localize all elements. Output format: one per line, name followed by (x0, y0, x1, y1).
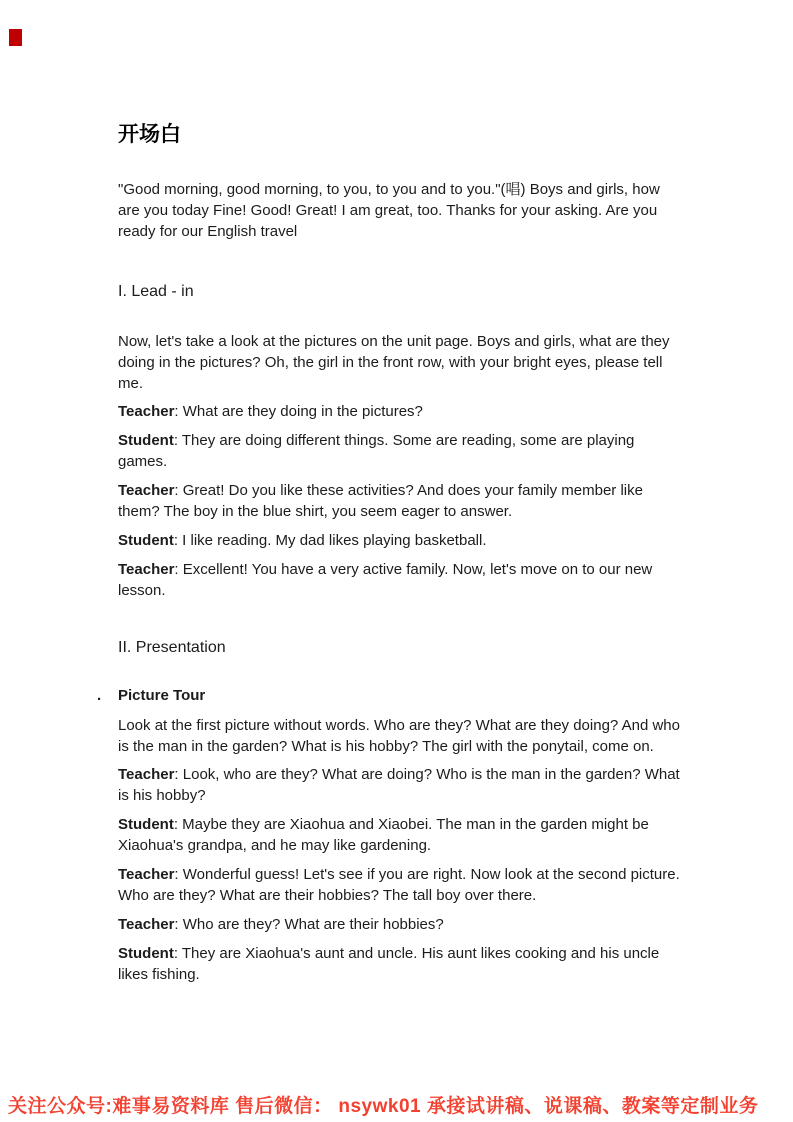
footer-banner (0, 1087, 793, 1122)
speaker-label: Teacher (118, 916, 175, 933)
page-title: 开场白 (118, 123, 181, 146)
dialogue-text: : Maybe they are Xiaohua and Xiaobei. The man in the garden might be Xiaohua's grandpa, and he may like gardening. (118, 816, 649, 854)
speaker-label: Teacher (118, 482, 175, 499)
dialogue-text: : Who are they? What are their hobbies? (174, 916, 444, 933)
speaker-label: Student (118, 816, 174, 833)
dialogue-text: : They are Xiaohua's aunt and uncle. His aunt likes cooking and his uncle likes fishing. (118, 945, 660, 983)
dialogue-line (118, 864, 682, 906)
speaker-label: Student (118, 945, 174, 962)
opening-paragraph: "Good morning, good morning, to you, to you and to you."(唱) Boys and girls, how are you today Fine! Good! Great! I am great, too. Thanks for your asking. Are you ready for our English travel (118, 181, 660, 240)
dialogue-text: : Wonderful guess! Let's see if you are right. Now look at the second picture. Who are they? What are their hobbies? The tall boy over there. (118, 866, 680, 904)
dialogue-text: : Excellent! You have a very active family. Now, let's move on to our new lesson. (118, 561, 653, 599)
lead-in-dialogue (118, 401, 682, 601)
section-title-lead-in: I. Lead - in (118, 283, 194, 300)
bullet-marker: . (97, 687, 102, 704)
dialogue-line (118, 559, 682, 601)
picture-tour-row (97, 685, 682, 706)
presentation-dialogue (118, 764, 682, 985)
speaker-label: Student (118, 532, 174, 549)
speaker-label: Teacher (118, 766, 175, 783)
speaker-label: Student (118, 432, 174, 449)
dialogue-text: : They are doing different things. Some are reading, some are playing games. (118, 432, 635, 470)
lead-in-intro: Now, let's take a look at the pictures on the unit page. Boys and girls, what are they doing in the pictures? Oh, the girl in the front row, with your bright eyes, please tell me. (118, 333, 670, 392)
dialogue-text: : Great! Do you like these activities? And does your family member like them? The boy in the blue shirt, you seem eager to answer. (118, 482, 643, 520)
speaker-label: Teacher (118, 403, 175, 420)
picture-tour-intro: Look at the first picture without words. Who are they? What are they doing? And who is the man in the garden? What is his hobby? The girl with the ponytail, come on. (118, 717, 680, 755)
dialogue-text: : What are they doing in the pictures? (174, 403, 423, 420)
subsection-title-picture-tour: Picture Tour (118, 687, 206, 704)
dialogue-line (118, 764, 682, 806)
dialogue-line (118, 480, 682, 522)
dialogue-line (118, 814, 682, 856)
speaker-label: Teacher (118, 866, 175, 883)
speaker-label: Teacher (118, 561, 175, 578)
dialogue-line (118, 530, 682, 551)
red-corner-mark (9, 29, 22, 46)
footer-text: 关注公众号:难事易资料库 售后微信： nsywk01 承接试讲稿、说课稿、教案等定制业务 (8, 1096, 759, 1117)
dialogue-line (118, 943, 682, 985)
dialogue-text: : Look, who are they? What are doing? Who is the man in the garden? What is his hobby? (118, 766, 680, 804)
document-content (97, 0, 682, 985)
dialogue-line (118, 914, 682, 935)
dialogue-line (118, 430, 682, 472)
dialogue-line (118, 401, 682, 422)
section-title-presentation: II. Presentation (118, 639, 226, 656)
dialogue-text: : I like reading. My dad likes playing basketball. (173, 532, 487, 549)
